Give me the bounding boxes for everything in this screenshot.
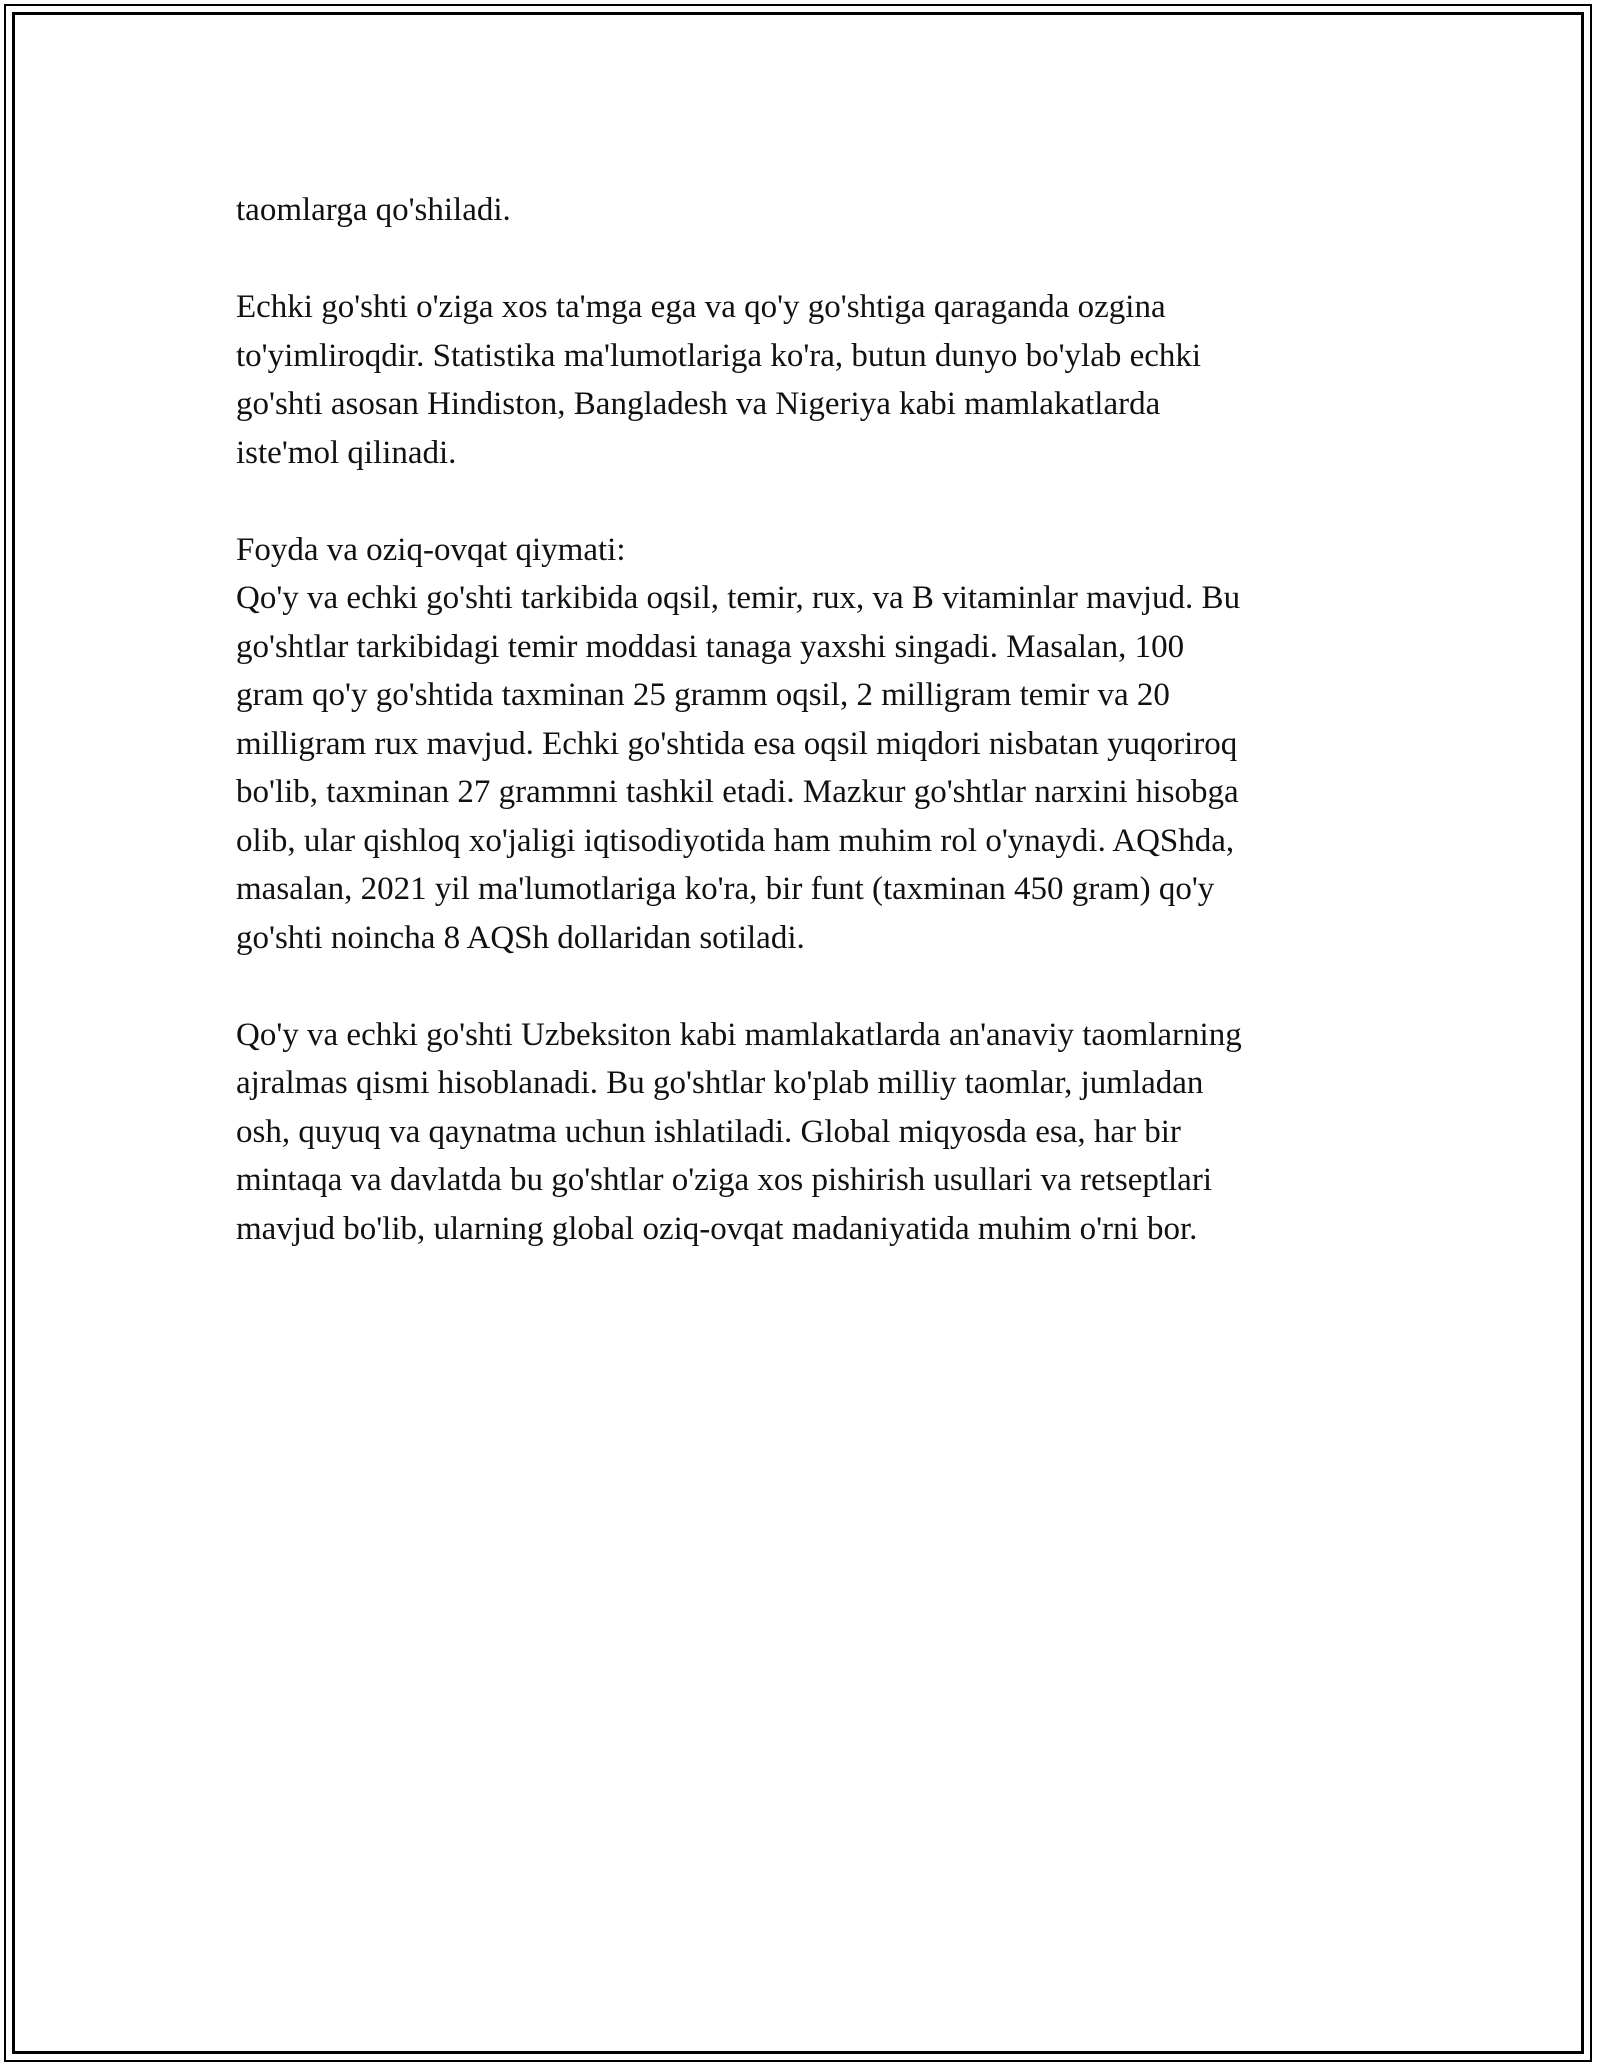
document-body [236, 186, 1376, 1302]
section-heading-benefits: Foyda va oziq-ovqat qiymati: [236, 531, 626, 568]
paragraph-continuation: taomlarga qo'shiladi. [236, 192, 511, 228]
paragraph-culture: Qo'y va echki go'shti Uzbeksiton kabi mamlakatlarda an'anaviy taomlarning ajralmas qismi hisoblanadi. Bu go'shtlar ko'plab milliy taomlar, jumladan osh, quyuq va qaynatma uchun ishlatiladi. Global miqyosda esa, har bir mintaqa va davlatda bu go'shtlar o'ziga xos pishirish usullari va retseptlari mavjud bo'lib, ularning global oziq-ovqat madaniyatida muhim o'rni bor. [236, 1016, 1242, 1247]
paragraph-goat-meat: Echki go'shti o'ziga xos ta'mga ega va qo'y go'shtiga qaraganda ozgina to'yimliroqdir. Statistika ma'lumotlariga ko'ra, butun dunyo bo'ylab echki go'shti asosan Hindiston, Bangladesh va Nigeriya kabi mamlakatlarda iste'mol qilinadi. [236, 289, 1202, 471]
paragraph-nutrition: Qo'y va echki go'shti tarkibida oqsil, temir, rux, va B vitaminlar mavjud. Bu go'shtlar tarkibidagi temir moddasi tanaga yaxshi singadi. Masalan, 100 gram qo'y go'shtida taxminan 25 gramm oqsil, 2 milligram temir va 20 milligram rux mavjud. Echki go'shtida esa oqsil miqdori nisbatan yuqoriroq bo'lib, taxminan 27 grammni tashkil etadi. Mazkur go'shtlar narxini hisobga olib, ular qishloq xo'jaligi iqtisodiyotida ham muhim rol o'ynaydi. AQShda, masalan, 2021 yil ma'lumotlariga ko'ra, bir funt (taxminan 450 gram) qo'y go'shti noincha 8 AQSh dollaridan sotiladi. [236, 580, 1241, 956]
